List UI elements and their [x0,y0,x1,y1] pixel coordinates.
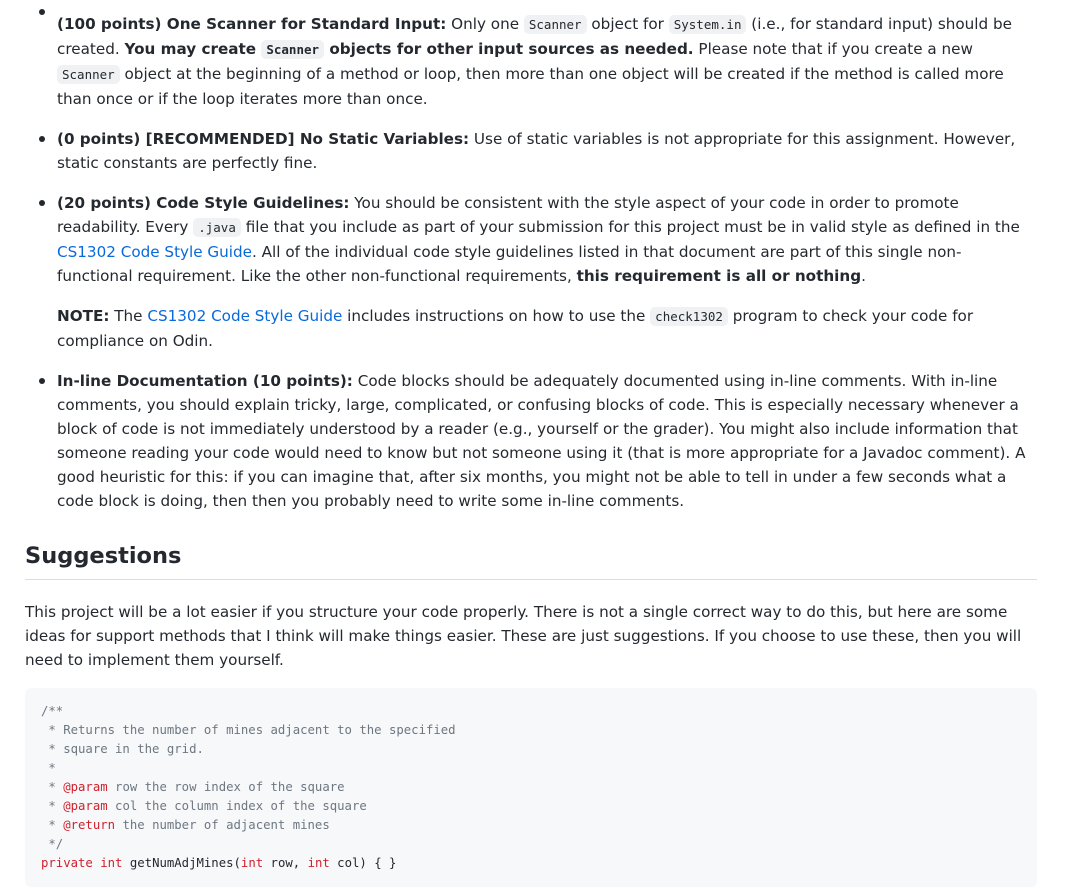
javadoc-tag: @param [63,780,108,794]
code-comment: * [41,780,64,794]
requirement-text: . [861,267,866,285]
code-comment: * [41,799,64,813]
note-label: NOTE: [57,307,110,325]
code-comment: the number of adjacent mines [115,818,330,832]
code-comment: /** [41,704,64,718]
code-keyword: int [100,856,123,870]
requirement-code-style [25,191,1037,353]
note-paragraph [57,304,1037,353]
inline-code: Scanner [524,15,587,34]
requirement-text: Please note that if you create a new [693,40,973,58]
code-keyword: int [240,856,264,870]
code-comment: col the column index of the square [107,799,367,813]
code-comment: row the row index of the square [107,780,345,794]
requirement-text: object at the beginning of a method or loop, then more than one object will be created if the method is called more than once or if the loop iterates more than once. [57,65,1004,108]
style-guide-link[interactable]: CS1302 Code Style Guide [147,307,343,325]
requirement-text: Code blocks should be adequately documented using in-line comments. With in-line comments, you should explain tricky, large, complicated, or confusing blocks of code. This is especially necessary whenever a block of code is not immediately understood by a reader (e.g., yourself or the grader). You might also include information that someone reading your code would need to know but not someone using it (that is more appropriate for a Javadoc comment). A good heuristic for this: if you can imagine that, after six months, you might not be able to tell in under a few seconds what a code block is doing, then then you probably need to write some in-line comments. [57,372,1026,510]
requirement-text: . All of the individual code style guidelines listed in that document are part of this single non-functional requirement. Like the other non-functional requirements, [57,243,962,285]
requirement-title: In-line Documentation (10 points): [57,372,353,390]
code-keyword: private [41,856,93,870]
inline-code: check1302 [650,307,728,326]
code-comment: * [41,818,64,832]
requirement-title: (0 points) [RECOMMENDED] No Static Variables: [57,130,470,148]
emphasis-text: this requirement is all or nothing [576,267,862,285]
code-comment: * square in the grid. [41,742,204,756]
requirement-text: You should be consistent with the style aspect of your code in order to promote readability. Every [57,194,959,236]
code-keyword: int [307,856,330,870]
inline-code: Scanner [261,40,324,59]
code-text: ( [233,856,241,870]
requirement-paragraph [57,191,1037,288]
requirement-text: object for [586,15,669,33]
code-text: row, [263,856,308,870]
code-method-name: getNumAdjMines [129,856,234,870]
note-text: The [109,307,148,325]
note-text: includes instructions on how to use the [342,307,651,325]
code-comment: * Returns the number of mines adjacent to the specified [41,723,456,737]
inline-code: .java [193,218,241,237]
code-text: col) { } [329,856,397,870]
note-text: program to check your code for compliance on Odin. [57,307,974,350]
requirement-no-static-variables [25,127,1037,175]
requirement-title: (100 points) One Scanner for Standard Input: [57,15,447,33]
requirement-one-scanner [25,0,1037,111]
requirement-inline-documentation [25,369,1037,513]
requirements-list [25,0,1037,513]
javadoc-tag: @param [63,799,108,813]
code-comment: * [41,761,56,775]
javadoc-tag: @return [63,818,116,832]
style-guide-link[interactable]: CS1302 Code Style Guide [57,243,253,261]
suggestions-heading: Suggestions [25,541,1037,580]
suggestions-intro: This project will be a lot easier if you structure your code properly. There is not a single correct way to do this, but here are some ideas for support methods that I think will make things easier. These are just suggestions. If you choose to use these, then you will need to implement them yourself. [25,603,1022,669]
requirement-text: file that you include as part of your submission for this project must be in valid style as defined in the [240,218,1020,236]
requirement-text: Only one [446,15,524,33]
requirement-title: (20 points) Code Style Guidelines: [57,194,350,212]
code-comment: */ [41,837,64,851]
code-block [25,688,1037,887]
emphasis-text: You may create Scanner objects for other input sources as needed. [124,40,694,58]
inline-code: System.in [669,15,747,34]
inline-code: Scanner [57,65,120,84]
requirement-text: Use of static variables is not appropriate for this assignment. However, static constants are perfectly fine. [57,130,1016,172]
requirement-text: (i.e., for standard input) should be created. [57,15,1012,58]
